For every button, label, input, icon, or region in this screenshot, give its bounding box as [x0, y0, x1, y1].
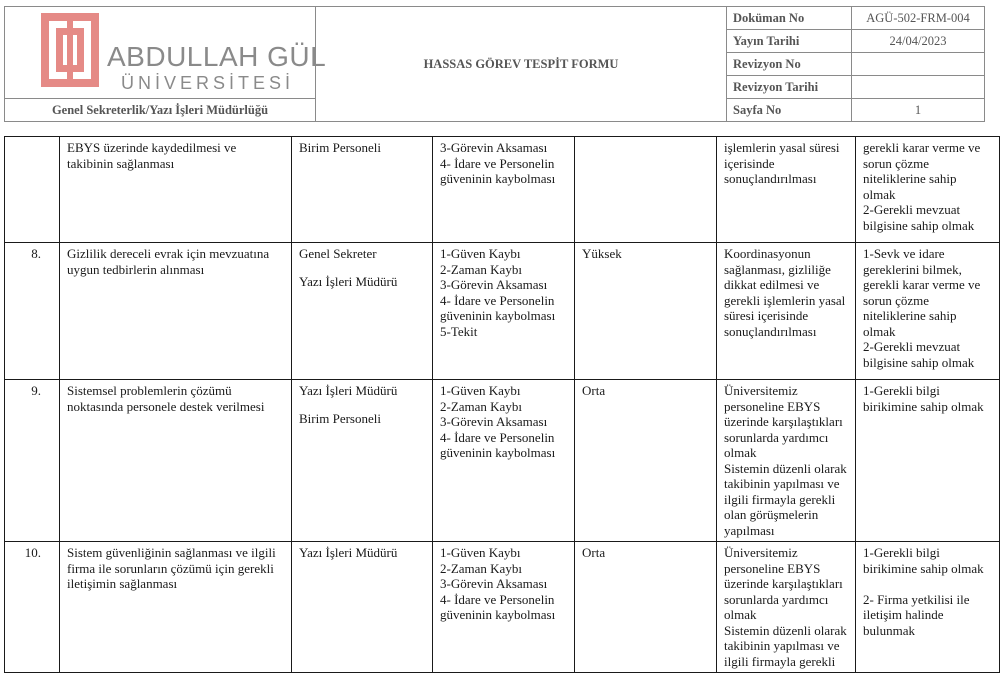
risk-level-cell [575, 542, 717, 673]
risk-list-line: 4- İdare ve Personelin güveninin kaybolması [440, 155, 556, 186]
risk-list-line: 4- İdare ve Personelin güveninin kaybolması [440, 429, 556, 460]
meta-label-page-no: Sayfa No [727, 99, 852, 122]
row-number: 9. [31, 383, 41, 398]
row-number-cell [5, 243, 60, 380]
logo-cell [5, 7, 327, 99]
department-name: Genel Sekreterlik/Yazı İşleri Müdürlüğü [5, 99, 316, 122]
required-qualifications-line [863, 576, 992, 592]
risk-list-line: 3-Görevin Aksaması [440, 140, 548, 155]
risk-level: Yüksek [582, 246, 622, 261]
control-measures-cell [717, 542, 856, 673]
table-row [5, 243, 1000, 380]
meta-value-page-no: 1 [852, 99, 985, 122]
risk-list-line: 3-Görevin Aksaması [440, 277, 548, 292]
control-measures-line: Sistemin düzenli olarak takibinin yapılması ve ilgili firmayla gerekli olan görüşmelerin yapılması [724, 460, 847, 538]
control-measures-line: Üniversitemiz personeline EBYS üzerinde karşılaştıkları sorunlarda yardımcı olmak [724, 545, 843, 622]
required-qualifications-line: gerekli karar verme ve sorun çözme niteliklerine sahip olmak [863, 140, 981, 202]
risk-list-cell [433, 380, 575, 542]
university-logo [41, 13, 327, 93]
risk-level: Orta [582, 545, 606, 560]
responsible-persons-line: Genel Sekreter [299, 246, 377, 261]
risk-list-cell [433, 542, 575, 673]
risk-list-line: 1-Güven Kaybı [440, 246, 521, 261]
form-title: HASSAS GÖREV TESPİT FORMU [316, 7, 727, 122]
responsible-persons-cell [292, 542, 433, 673]
task-description-line: Sistem güvenliğinin sağlanması ve ilgili firma ile sorunların çözümü için gerekli iletişimin sağlanması [67, 545, 276, 591]
risk-level-cell [575, 380, 717, 542]
meta-label-revision-date: Revizyon Tarihi [727, 76, 852, 99]
required-qualifications-line: 1-Gerekli bilgi birikimine sahip olmak [863, 383, 984, 414]
task-description-cell [60, 542, 292, 673]
risk-list-line: 1-Güven Kaybı [440, 545, 521, 560]
control-measures-line: Koordinasyonun sağlanması, gizliliğe dikkat edilmesi ve gerekli işlemlerin yasal süresi içerisinde sonuçlandırılması [724, 246, 846, 339]
row-number: 10. [24, 545, 41, 560]
meta-value-revision-date [852, 76, 985, 99]
task-description-line: Sistemsel problemlerin çözümü noktasında personele destek verilmesi [67, 383, 265, 414]
form-header [4, 6, 985, 122]
responsible-persons-line: Yazı İşleri Müdürü [299, 383, 398, 398]
meta-label-publish-date: Yayın Tarihi [727, 30, 852, 53]
task-description-cell [60, 243, 292, 380]
row-number-cell [5, 542, 60, 673]
meta-value-revision-no [852, 53, 985, 76]
row-number-cell [5, 380, 60, 542]
meta-value-document-no: AGÜ-502-FRM-004 [852, 7, 985, 30]
required-qualifications-line: 1-Sevk ve idare gereklerini bilmek, gerekli karar verme ve sorun çözme niteliklerine sahip olmak [863, 246, 981, 339]
task-description-cell [60, 380, 292, 542]
control-measures-cell [717, 137, 856, 243]
table-row [5, 137, 1000, 243]
risk-list-line: 2-Zaman Kaybı [440, 560, 522, 576]
responsible-persons-line: Yazı İşleri Müdürü [299, 273, 398, 289]
risk-list-line: 5-Tekit [440, 323, 478, 339]
responsible-persons-line: Yazı İşleri Müdürü [299, 545, 398, 560]
logo-university-name: ABDULLAH GÜL [107, 41, 327, 72]
required-qualifications-line: 2-Gerekli mevzuat bilgisine sahip olmak [863, 339, 975, 370]
responsible-persons-cell [292, 137, 433, 243]
table-row [5, 542, 1000, 673]
risk-list-line: 3-Görevin Aksaması [440, 414, 548, 429]
risk-list-line: 3-Görevin Aksaması [440, 576, 548, 591]
row-number-cell [5, 137, 60, 243]
required-qualifications-cell [856, 243, 1000, 380]
task-description-line: Gizlilik dereceli evrak için mevzuatına uygun tedbirlerin alınması [67, 246, 270, 277]
task-description-cell [60, 137, 292, 243]
required-qualifications-cell [856, 542, 1000, 673]
university-emblem-icon [41, 13, 99, 87]
control-measures-cell [717, 380, 856, 542]
risk-level-cell [575, 243, 717, 380]
required-qualifications-line: 2- Firma yetkilisi ile iletişim halinde bulunmak [863, 591, 970, 638]
responsible-persons-cell [292, 380, 433, 542]
sensitive-task-table [4, 136, 1000, 673]
task-description-line: EBYS üzerinde kaydedilmesi ve takibinin sağlanması [67, 140, 237, 171]
meta-value-publish-date: 24/04/2023 [852, 30, 985, 53]
risk-list-cell [433, 137, 575, 243]
risk-level-cell [575, 137, 717, 243]
table-row [5, 380, 1000, 542]
risk-level: Orta [582, 383, 606, 398]
logo-university-subtitle: ÜNİVERSİTESİ [121, 73, 295, 93]
meta-label-document-no: Doküman No [727, 7, 852, 30]
row-number: 8. [31, 246, 41, 261]
risk-list-line: 1-Güven Kaybı [440, 383, 521, 398]
control-measures-cell [717, 243, 856, 380]
risk-list-line: 2-Zaman Kaybı [440, 261, 522, 277]
control-measures-line: Üniversitemiz personeline EBYS üzerinde karşılaştıkları sorunlarda yardımcı olmak [724, 383, 843, 460]
risk-list-line: 2-Zaman Kaybı [440, 398, 522, 414]
risk-list-line: 4- İdare ve Personelin güveninin kaybolması [440, 292, 556, 323]
meta-label-revision-no: Revizyon No [727, 53, 852, 76]
responsible-persons-line: Birim Personeli [299, 410, 381, 426]
control-measures-line: Sistemin düzenli olarak takibinin yapılması ve ilgili firmayla gerekli [724, 622, 847, 669]
risk-list-cell [433, 243, 575, 380]
required-qualifications-line: 1-Gerekli bilgi birikimine sahip olmak [863, 545, 984, 576]
responsible-persons-cell [292, 243, 433, 380]
responsible-persons-line: Birim Personeli [299, 140, 381, 155]
required-qualifications-cell [856, 380, 1000, 542]
control-measures-line: işlemlerin yasal süresi içerisinde sonuçlandırılması [724, 140, 840, 186]
required-qualifications-line: 2-Gerekli mevzuat bilgisine sahip olmak [863, 202, 975, 233]
required-qualifications-cell [856, 137, 1000, 243]
risk-list-line: 4- İdare ve Personelin güveninin kaybolması [440, 591, 556, 622]
